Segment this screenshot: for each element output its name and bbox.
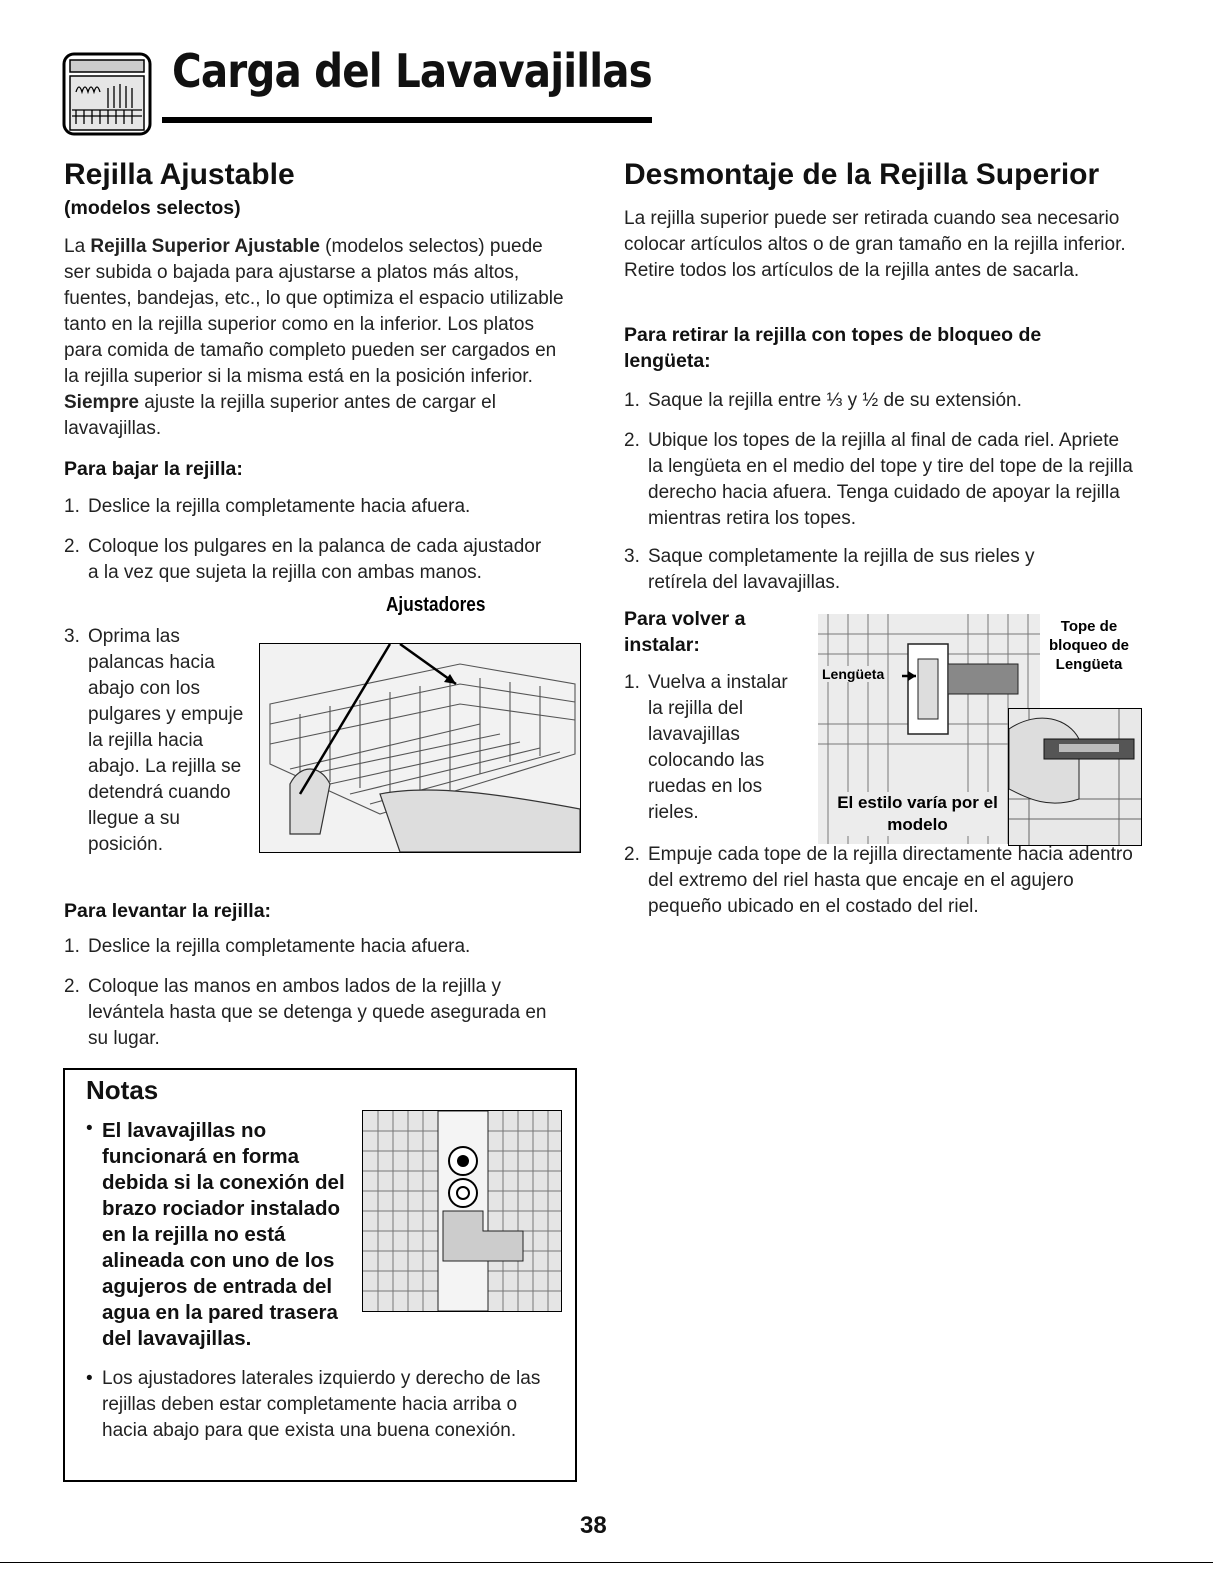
adjustable-rack-intro: La Rejilla Superior Ajustable (modelos selectos) puede ser subida o bajada para ajustarse a platos más altos, fuentes, bandejas, etc., lo que optimiza el espacio utilizable tanto en la rejilla superior como en la inferior. Los platos para comida de tamaño completo pueden ser cargados en la rejilla superior si la misma está en la posición inferior. Siempre ajuste la rejilla superior antes de cargar el lavavajillas. [64, 236, 564, 439]
page-bottom-rule [0, 1562, 1213, 1563]
section-heading-adjustable-rack: Rejilla Ajustable [64, 158, 295, 191]
tab-stop-detail-illustration [1008, 708, 1142, 846]
adjusters-callout: Ajustadores [386, 594, 486, 616]
bullet: • [86, 1118, 93, 1139]
list-item: 1. Vuelva a instalar la rejilla del lavavajillas colocando las ruedas en los rieles. [624, 672, 788, 823]
list-item: 2. Coloque los pulgares en la palanca de cada ajustador a la vez que sujeta la rejilla con ambas manos. [64, 536, 542, 583]
section-subheading: (modelos selectos) [64, 197, 241, 219]
list-item: 1. Deslice la rejilla completamente hacia afuera. [64, 496, 471, 517]
list-item: 1. Saque la rejilla entre ⅓ y ½ de su extensión. [624, 390, 1022, 411]
remove-rack-heading: Para retirar la rejilla con topes de bloqueo de lengüeta: [624, 324, 1042, 372]
tab-label: Lengüeta [822, 666, 885, 682]
list-item: 2. Coloque las manos en ambos lados de la rejilla y levántela hasta que se detenga y quede asegurada en su lugar. [64, 976, 547, 1049]
page-number: 38 [580, 1512, 607, 1539]
spray-arm-connection-illustration [362, 1110, 562, 1312]
tab-stop-label: Tope de bloqueo de Lengüeta [1049, 618, 1129, 673]
list-item: 2. Ubique los topes de la rejilla al final de cada riel. Apriete la lengüeta en el medio del tope y tire del tope de la rejilla derecho hacia afuera. Tenga cuidado de apoyar la rejilla mientras retira los topes. [624, 430, 1133, 529]
reinstall-rack-heading: Para volver a instalar: [624, 608, 746, 656]
note-spray-arm: El lavavajillas no funcionará en forma debida si la conexión del brazo rociador instalado en la rejilla no está alineada con uno de los agujeros de entrada del agua en la pared trasera del lavavajillas. [102, 1119, 345, 1350]
rack-adjuster-illustration [259, 643, 581, 853]
section-heading-rack-removal: Desmontaje de la Rejilla Superior [624, 158, 1100, 191]
list-item: 1. Deslice la rejilla completamente hacia afuera. [64, 936, 471, 957]
notes-title: Notas [86, 1075, 159, 1105]
lower-rack-heading: Para bajar la rejilla: [64, 458, 243, 480]
list-item: 3. Oprima las palancas hacia abajo con los pulgares y empuje la rejilla hacia abajo. La rejilla se detendrá cuando llegue a su posición. [64, 626, 244, 855]
title-underline [162, 117, 652, 123]
note-adjusters: Los ajustadores laterales izquierdo y derecho de las rejillas deben estar completamente hacia arriba o hacia abajo para que exista una buena conexión. [102, 1368, 541, 1441]
bullet: • [86, 1368, 93, 1389]
list-item: 2. Empuje cada tope de la rejilla directamente hacia adentro del extremo del riel hasta que encaje en el agujero pequeño ubicado en el costado del riel. [624, 844, 1133, 917]
raise-rack-heading: Para levantar la rejilla: [64, 900, 272, 922]
page-title: Carga del Lavavajillas [172, 44, 652, 98]
list-item: 3. Saque completamente la rejilla de sus rieles y retírela del lavavajillas. [624, 546, 1035, 593]
dishwasher-icon [62, 48, 152, 138]
figure-caption: El estilo varía por el modelo [830, 792, 1005, 836]
rack-removal-intro: La rejilla superior puede ser retirada cuando sea necesario colocar artículos altos o de gran tamaño en la rejilla inferior. Retire todos los artículos de la rejilla antes de sacarla. [624, 208, 1126, 281]
